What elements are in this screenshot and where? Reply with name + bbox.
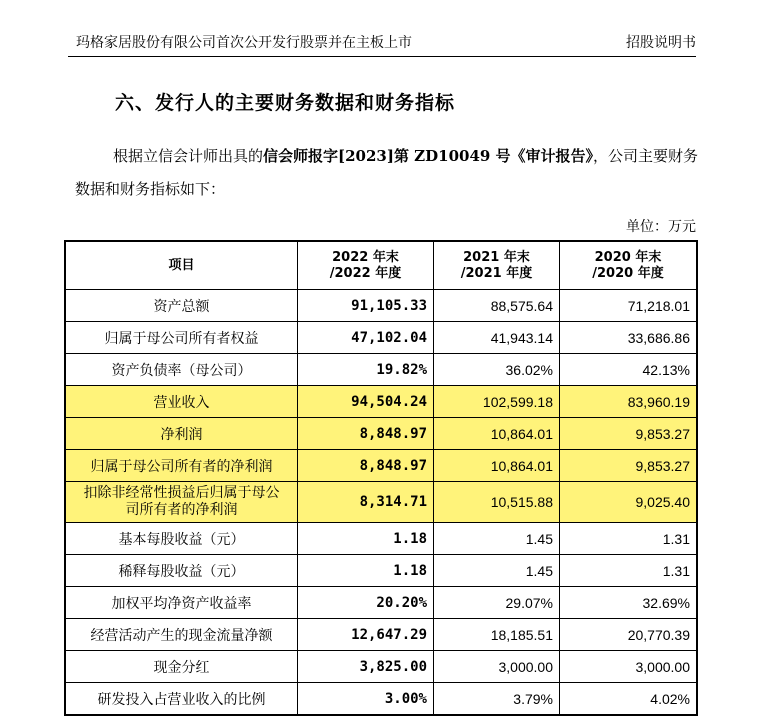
page-header [68, 32, 696, 57]
header-2020-line1: 2020 年末 [594, 249, 662, 265]
table-row [65, 354, 697, 386]
table-header-row [65, 241, 697, 290]
table-row-highlighted [65, 418, 697, 450]
value-2021: 1.45 [434, 523, 560, 555]
header-item: 项目 [65, 241, 298, 290]
row-label: 资产负债率（母公司） [65, 354, 298, 386]
table-row-highlighted [65, 386, 697, 418]
row-label-line1: 扣除非经常性损益后归属于母公 [83, 485, 280, 501]
value-2021: 88,575.64 [434, 290, 560, 322]
header-2021-line2: /2021 年度 [460, 265, 533, 281]
intro-paragraph [75, 140, 700, 206]
header-2022 [298, 241, 434, 290]
row-label: 现金分红 [65, 651, 298, 683]
row-label: 营业收入 [65, 386, 298, 418]
table-row [65, 523, 697, 555]
value-2021: 10,515.88 [434, 482, 560, 523]
table-row [65, 322, 697, 354]
value-2020: 4.02% [560, 683, 698, 716]
header-2022-line2: /2022 年度 [329, 265, 402, 281]
value-2022: 19.82% [298, 354, 434, 386]
row-label: 净利润 [65, 418, 298, 450]
value-2021: 3.79% [434, 683, 560, 716]
value-2020: 20,770.39 [560, 619, 698, 651]
row-label: 经营活动产生的现金流量净额 [65, 619, 298, 651]
value-2020: 33,686.86 [560, 322, 698, 354]
header-2021 [434, 241, 560, 290]
value-2022: 1.18 [298, 523, 434, 555]
row-label: 归属于母公司所有者权益 [65, 322, 298, 354]
row-label: 研发投入占营业收入的比例 [65, 683, 298, 716]
value-2022: 47,102.04 [298, 322, 434, 354]
header-2021-line1: 2021 年末 [463, 249, 530, 265]
value-2021: 10,864.01 [434, 450, 560, 482]
value-2020: 1.31 [560, 555, 698, 587]
value-2021: 102,599.18 [434, 386, 560, 418]
table-row [65, 290, 697, 322]
value-2022: 94,504.24 [298, 386, 434, 418]
header-2022-line1: 2022 年末 [332, 249, 399, 265]
row-label: 稀释每股收益（元） [65, 555, 298, 587]
table-row-highlighted [65, 450, 697, 482]
table-row-highlighted [65, 482, 697, 523]
value-2021: 36.02% [434, 354, 560, 386]
header-2020-line2: /2020 年度 [592, 265, 664, 281]
table-row [65, 619, 697, 651]
value-2021: 10,864.01 [434, 418, 560, 450]
value-2020: 32.69% [560, 587, 698, 619]
value-2020: 9,025.40 [560, 482, 698, 523]
value-2022: 20.20% [298, 587, 434, 619]
value-2020: 42.13% [560, 354, 698, 386]
table-row [65, 555, 697, 587]
value-2021: 29.07% [434, 587, 560, 619]
value-2020: 3,000.00 [560, 651, 698, 683]
value-2021: 1.45 [434, 555, 560, 587]
value-2021: 18,185.51 [434, 619, 560, 651]
value-2022: 8,848.97 [298, 450, 434, 482]
value-2020: 1.31 [560, 523, 698, 555]
section-title: 六、发行人的主要财务数据和财务指标 [115, 92, 456, 114]
table-row [65, 683, 697, 716]
row-label: 归属于母公司所有者的净利润 [65, 450, 298, 482]
row-label: 基本每股收益（元） [65, 523, 298, 555]
table-row [65, 587, 697, 619]
value-2020: 9,853.27 [560, 418, 698, 450]
value-2022: 3,825.00 [298, 651, 434, 683]
value-2022: 12,647.29 [298, 619, 434, 651]
financial-data-table [64, 240, 698, 716]
value-2021: 41,943.14 [434, 322, 560, 354]
row-label [65, 482, 298, 523]
table-row [65, 651, 697, 683]
row-label: 加权平均净资产收益率 [65, 587, 298, 619]
value-2022: 8,314.71 [298, 482, 434, 523]
header-2020 [560, 241, 698, 290]
header-document-title: 玛格家居股份有限公司首次公开发行股票并在主板上市 [76, 35, 412, 51]
value-2022: 1.18 [298, 555, 434, 587]
paragraph-text-2: ，公司主要财务数据和财务指标如下： [75, 147, 699, 198]
paragraph-text-1: 根据立信会计师出具的 [113, 147, 264, 165]
value-2021: 3,000.00 [434, 651, 560, 683]
value-2020: 71,218.01 [560, 290, 698, 322]
value-2020: 83,960.19 [560, 386, 698, 418]
value-2022: 91,105.33 [298, 290, 434, 322]
row-label: 资产总额 [65, 290, 298, 322]
audit-report-reference: 信会师报字[2023]第 ZD10049 号《审计报告》 [263, 147, 594, 165]
value-2020: 9,853.27 [560, 450, 698, 482]
header-document-type: 招股说明书 [626, 35, 696, 51]
row-label-line2: 司所有者的净利润 [125, 502, 238, 518]
value-2022: 8,848.97 [298, 418, 434, 450]
value-2022: 3.00% [298, 683, 434, 716]
unit-label: 单位：万元 [626, 219, 696, 235]
